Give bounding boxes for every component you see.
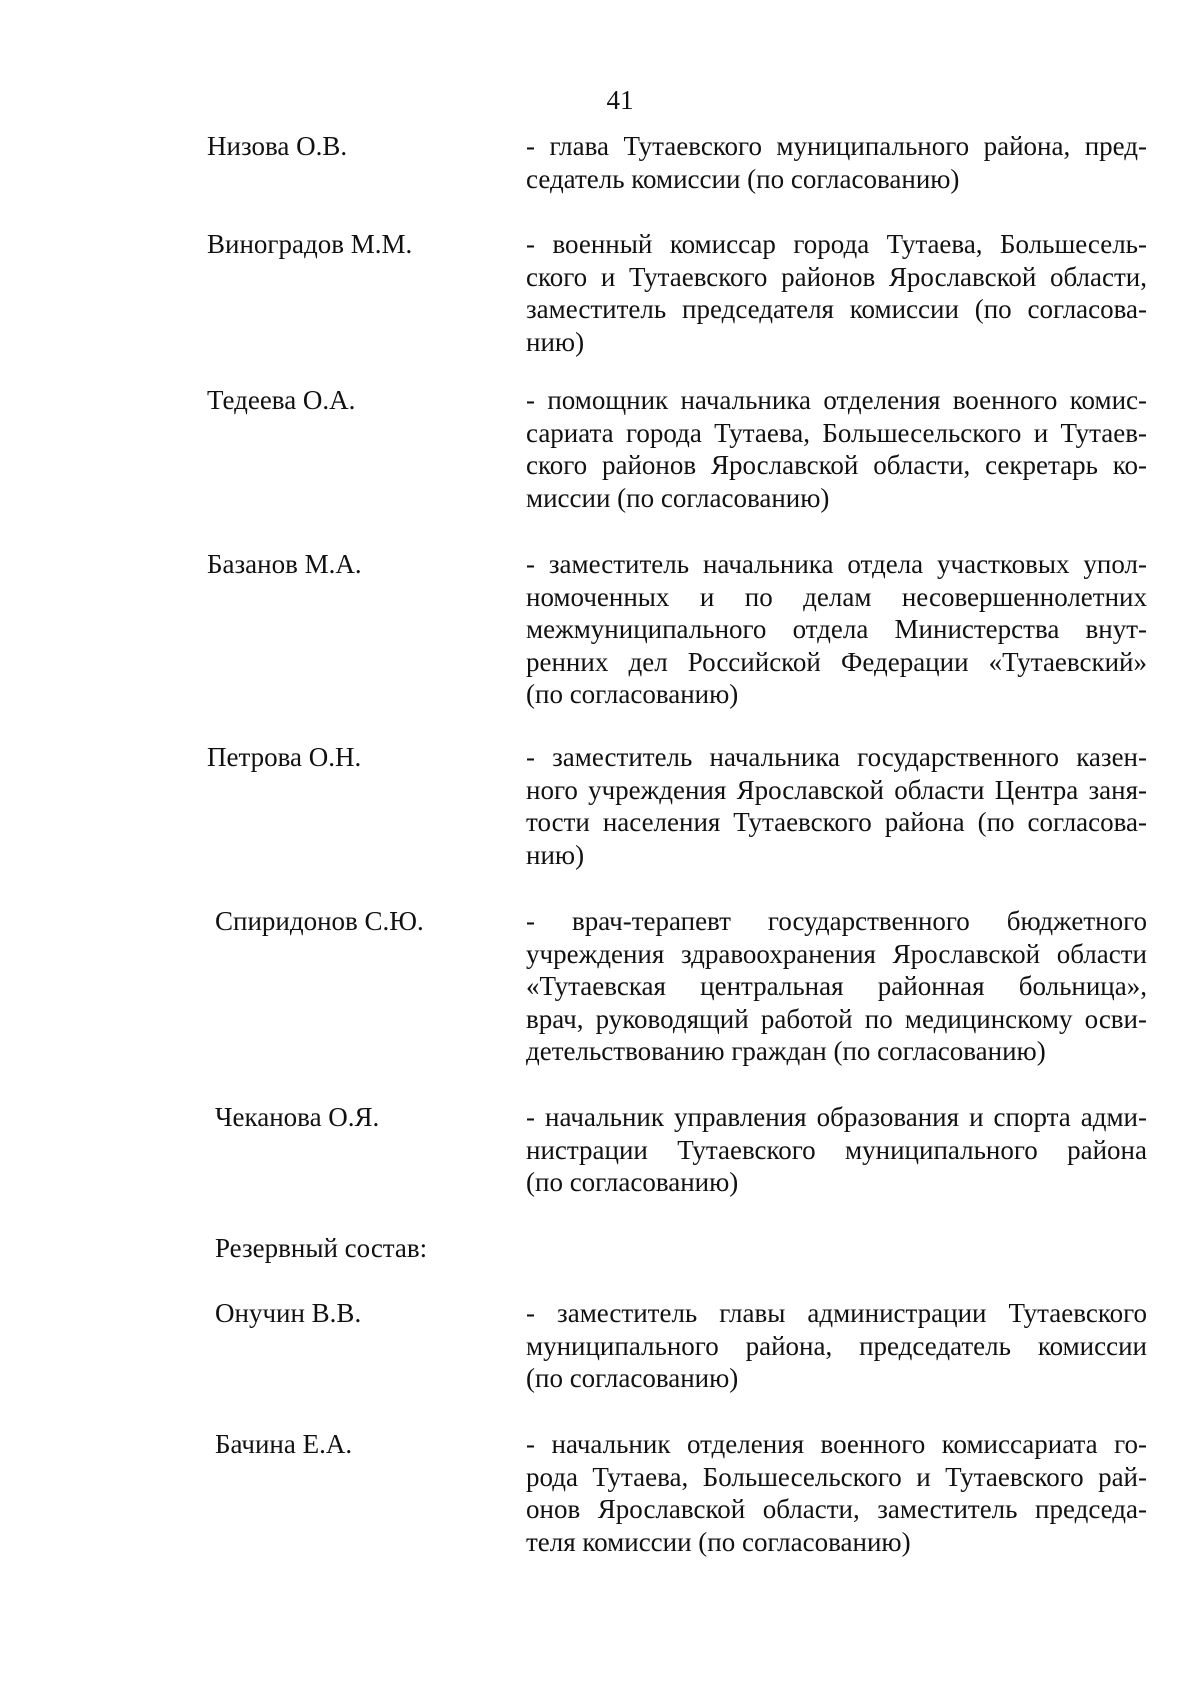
member-description [526, 384, 1147, 514]
description-line: - помощник начальника отделения военного комис- [526, 385, 1147, 415]
description-line: миссии (по согласованию) [526, 482, 830, 513]
description-line: теля комиссии (по согласованию) [526, 1526, 911, 1557]
member-description [526, 905, 1147, 1068]
description-line: межмуниципального отдела Министерства внут- [526, 614, 1147, 645]
description-line: седатель комиссии (по согласованию) [526, 163, 960, 194]
description-line: - военный комиссар города Тутаева, Большесель- [526, 229, 1147, 259]
page-number: 41 [606, 85, 634, 115]
description-line: нистрации Тутаевского муниципального района [526, 1134, 1147, 1165]
description-line: нию) [526, 326, 585, 357]
description-line: (по согласованию) [526, 679, 739, 710]
member-name: Чеканова О.Я. [215, 1102, 380, 1132]
member-description [526, 228, 1147, 358]
description-line: рода Тутаева, Большесельского и Тутаевского рай- [526, 1461, 1147, 1492]
member-name: Петрова О.Н. [207, 742, 362, 772]
member-description [526, 1297, 1147, 1395]
description-line: (по согласованию) [526, 1363, 739, 1394]
member-name: Тедеева О.А. [207, 385, 356, 415]
description-line: «Тутаевская центральная районная больница», [526, 971, 1147, 1002]
description-line: ренних дел Российской Федерации «Тутаевский» [526, 646, 1147, 677]
member-name: Бачина Е.А. [215, 1429, 353, 1459]
member-description [526, 130, 1147, 195]
member-description [526, 1101, 1147, 1199]
description-line: детельствованию граждан (по согласованию) [526, 1036, 1046, 1067]
description-line: ского и Тутаевского районов Ярославской области, [526, 261, 1147, 292]
description-line: - начальник управления образования и спорта адми- [526, 1102, 1147, 1132]
description-line: номоченных и по делам несовершеннолетних [526, 581, 1147, 612]
description-line: нию) [526, 839, 585, 870]
description-line: - заместитель главы администрации Тутаевского [526, 1298, 1147, 1328]
description-line: врач, руководящий работой по медицинскому осви- [526, 1003, 1147, 1034]
description-line: (по согласованию) [526, 1167, 739, 1198]
member-name: Онучин В.В. [215, 1298, 362, 1328]
description-line: - заместитель начальника отдела участковых упол- [526, 549, 1147, 579]
description-line: ного учреждения Ярославской области Центра заня- [526, 774, 1147, 805]
description-line: сариата города Тутаева, Большесельского и Тутаев- [526, 417, 1147, 448]
member-description [526, 1428, 1147, 1558]
member-name: Виноградов М.М. [207, 229, 413, 259]
description-line: - заместитель начальника государственного казен- [526, 742, 1147, 772]
member-name: Базанов М.А. [207, 549, 362, 579]
description-line: - врач-терапевт государственного бюджетного [526, 906, 1147, 936]
description-line: - начальник отделения военного комиссариата го- [526, 1429, 1147, 1459]
description-line: учреждения здравоохранения Ярославской области [526, 938, 1147, 969]
description-line: тости населения Тутаевского района (по согласова- [526, 807, 1147, 838]
description-line: - глава Тутаевского муниципального района, пред- [526, 131, 1147, 161]
reserve-heading: Резервный состав: [215, 1233, 428, 1263]
member-name: Низова О.В. [207, 131, 348, 161]
description-line: онов Ярославской области, заместитель председа- [526, 1494, 1147, 1525]
description-line: заместитель председателя комиссии (по согласова- [526, 294, 1147, 325]
description-line: ского районов Ярославской области, секретарь ко- [526, 450, 1147, 481]
member-description [526, 741, 1147, 871]
member-name: Спиридонов С.Ю. [215, 906, 424, 936]
member-description [526, 548, 1147, 711]
description-line: муниципального района, председатель комиссии [526, 1330, 1147, 1361]
